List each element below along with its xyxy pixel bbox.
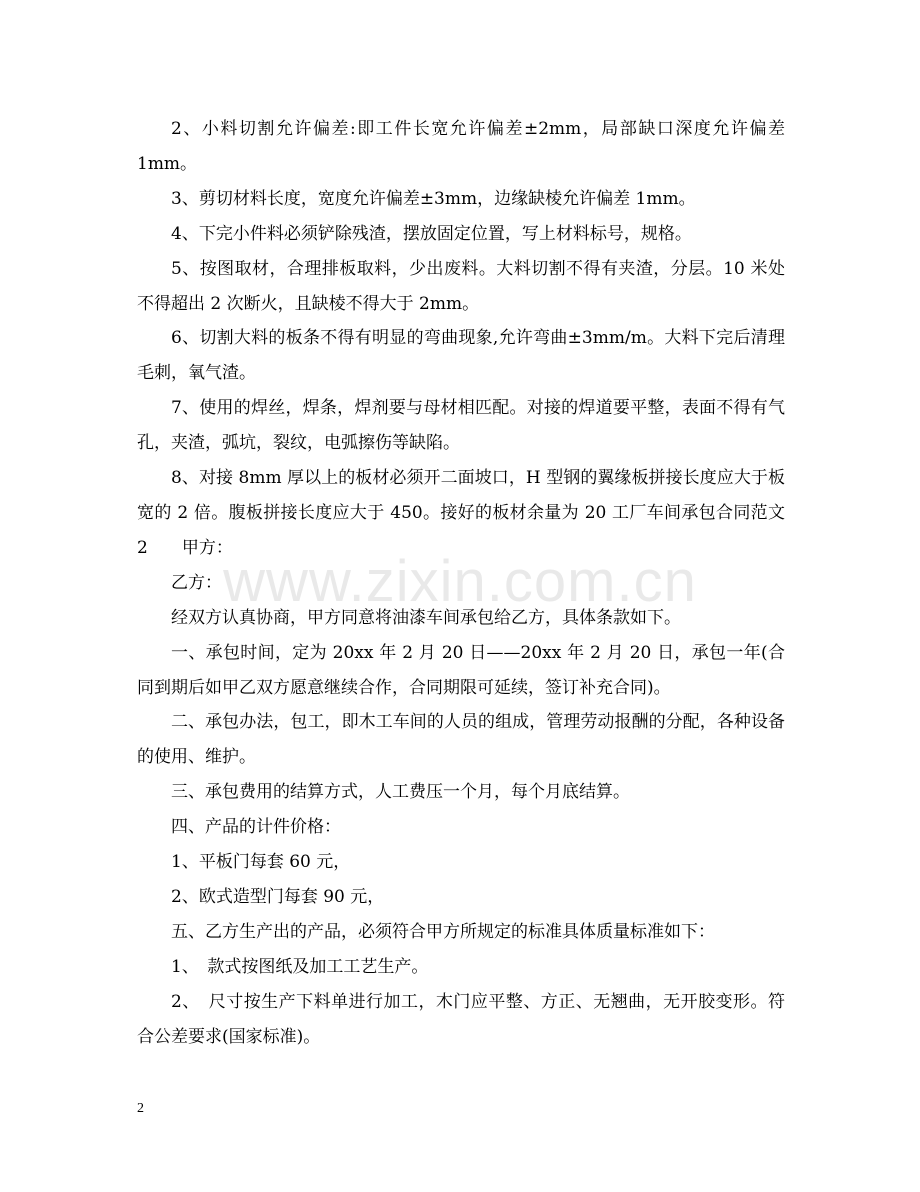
- paragraph: 6、切割大料的板条不得有明显的弯曲现象,允许弯曲±3mm/m。大料下完后清理毛刺，氧气渣。: [137, 328, 785, 384]
- paragraph: 5、按图取材，合理排板取料，少出废料。大料切割不得有夹渣，分层。10 米处不得超出 2 次断火，且缺棱不得大于 2mm。: [137, 258, 785, 314]
- paragraph: 1、 款式按图纸及加工工艺生产。: [171, 956, 429, 977]
- document-body: [137, 112, 791, 1054]
- paragraph: 经双方认真协商，甲方同意将油漆车间承包给乙方，具体条款如下。: [171, 607, 681, 628]
- paragraph: 4、下完小件料必须铲除残渣，摆放固定位置，写上材料标号，规格。: [171, 223, 692, 244]
- paragraph: 五、乙方生产出的产品，必须符合甲方所规定的标准具体质量标准如下：: [171, 921, 715, 942]
- paragraph: 乙方：: [171, 572, 222, 593]
- page-number: 2: [137, 1101, 144, 1116]
- paragraph: 一、承包时间，定为 20xx 年 2 月 20 日——20xx 年 2 月 20 日，承包一年(合同到期后如甲乙双方愿意继续合作，合同期限可延续，签订补充合同)。: [137, 642, 785, 698]
- watermark-text: www.zixin.com.cn: [223, 549, 697, 614]
- paragraph: 2、欧式造型门每套 90 元，: [171, 886, 385, 907]
- paragraph: 1、平板门每套 60 元，: [171, 852, 351, 873]
- paragraph: 2、 尺寸按生产下料单进行加工，木门应平整、方正、无翘曲，无开胶变形。符合公差要求(国家标准)。: [137, 991, 785, 1047]
- paragraph: 三、承包费用的结算方式，人工费压一个月，每个月底结算。: [171, 782, 630, 803]
- paragraph: 7、使用的焊丝，焊条，焊剂要与母材相匹配。对接的焊道要平整，表面不得有气孔，夹渣，弧坑，裂纹，电弧擦伤等缺陷。: [137, 398, 785, 454]
- paragraph: 8、对接 8mm 厚以上的板材必须开二面坡口，H 型钢的翼缘板拼接长度应大于板宽的 2 倍。腹板拼接长度应大于 450。接好的板材余量为 20 工厂车间承包合同范文 2 甲方：: [137, 468, 791, 558]
- paragraph: 四、产品的计件价格：: [171, 817, 341, 838]
- paragraph: 二、承包办法，包工，即木工车间的人员的组成，管理劳动报酬的分配，各种设备的使用、维护。: [137, 712, 785, 768]
- paragraph: 2、小料切割允许偏差:即工件长宽允许偏差±2mm，局部缺口深度允许偏差1mm。: [137, 119, 785, 174]
- paragraph: 3、剪切材料长度，宽度允许偏差±3mm，边缘缺棱允许偏差 1mm。: [171, 188, 696, 209]
